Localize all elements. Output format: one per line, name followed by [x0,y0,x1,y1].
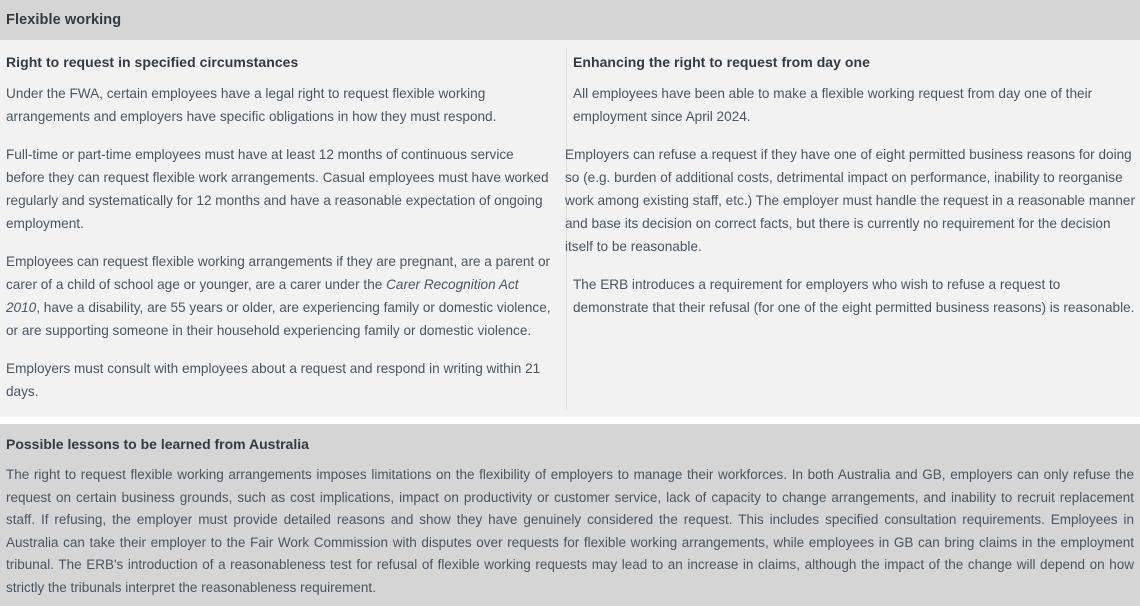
paragraph: Under the FWA, certain employees have a legal right to request flexible working arrangements and employers have specific obligations in how they must respond. [6,86,497,124]
two-column-body [0,40,1140,417]
legislation-citation: Carer Recognition Act 2010 [6,277,519,315]
column-heading-right: Enhancing the right to request from day one [573,54,870,70]
column-right-to-request [0,40,566,417]
paragraph-tail: , have a disability, are 55 years or older, are experiencing family or domestic violence, or are supporting someone in their household experiencing family or domestic violence. [6,300,551,338]
page-title: Flexible working [6,12,122,28]
lessons-heading: Possible lessons to be learned from Australia [6,436,309,452]
paragraph: Employers can refuse a request if they have one of eight permitted business reasons for doing so (e.g. burden of additional costs, detrimental impact on performance, inability to reorganise work among existing staff, etc.) The employer must handle the request in a reasonable manner and base its decision on correct facts, but there is currently no requirement for the decision itself to be reasonable. [565,147,1135,254]
section-separator [0,417,1140,424]
paragraph-with-citation [6,250,554,342]
paragraph: Full-time or part-time employees must have at least 12 months of continuous service before they can request flexible work arrangements. Casual employees must have worked regularly and systematically for 12 months and have a reasonable expectation of ongoing employment. [6,147,549,231]
paragraph: All employees have been able to make a flexible working request from day one of their employment since April 2024. [573,86,1093,124]
panel-title-bar [0,0,1140,40]
paragraph: Employers must consult with employees about a request and respond in writing within 21 days. [6,361,541,399]
column-day-one-right [566,40,1140,417]
column-heading-left: Right to request in specified circumstances [6,54,299,70]
paragraph: The ERB introduces a requirement for employers who wish to refuse a request to demonstrate that their refusal (for one of the eight permitted business reasons) is reasonable. [573,277,1135,315]
lessons-body-text: The right to request flexible working arrangements imposes limitations on the flexibility of employers to manage their workforces. In both Australia and GB, employers can only refuse the request on certain business grounds, such as cost implications, impact on productivity or customer service, lack of capacity to change arrangements, and inability to recruit replacement staff. If refusing, the employer must provide detailed reasons and show they have genuinely considered the request. This includes specified consultation requirements. Employees in Australia can take their employer to the Fair Work Commission with disputes over requests for flexible working arrangements, while employees in GB can bring claims in the employment tribunal. The ERB's introduction of a reasonableness test for refusal of flexible working requests may lead to an increase in claims, although the impact of the change will depend on how strictly the tribunals interpret the reasonableness requirement. [6,467,1134,595]
paragraph-lead: Employees can request flexible working arrangements if they are pregnant, are a parent or carer of a child of school age or younger, are a carer under the [6,254,551,292]
lessons-section [0,424,1140,606]
